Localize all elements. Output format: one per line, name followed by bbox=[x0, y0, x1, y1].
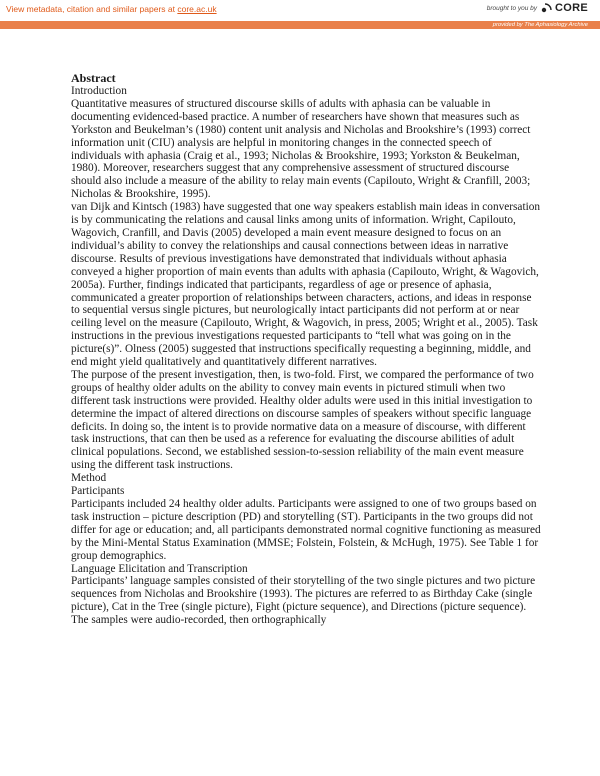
core-brand[interactable] bbox=[487, 2, 588, 14]
provided-by-text[interactable]: provided by The Aphasiology Archive bbox=[492, 22, 588, 28]
introduction-paragraph-2: van Dijk and Kintsch (1983) have suggested that one way speakers establish main ideas in conversation is by communicating the relations and causal links among units of information. Wright, Capilouto, Wagovich, Cranfill, and Davis (2005) developed a main event measure designed to focus on an individual’s ability to convey the relationships and causal connections between ideas in narrative discourse. Results of previous investigations have demonstrated that individuals without aphasia conveyed a higher proportion of main events than adults with aphasia (Capilouto, Wright, & Wagovich, 2005a). Further, findings indicated that participants, regardless of age or presence of aphasia, communicated a greater proportion of relationships between characters, actions, and ideas in response to sequential versus single pictures, but neurologically intact participants did not perform at or near ceiling level on the measure (Capilouto, Wright, & Wagovich, in press, 2005; Wright et al., 2005). Task instructions in the previous investigations requested participants to “tell what was going on in the picture(s)”. Olness (2005) suggested that instructions specifically requesting a beginning, middle, and end might yield qualitatively and quantitatively different narratives. bbox=[71, 201, 541, 369]
method-heading: Method bbox=[71, 472, 107, 485]
core-metadata-link[interactable] bbox=[6, 4, 217, 14]
introduction-paragraph-3: The purpose of the present investigation, then, is two-fold. First, we compared the performance of two groups of healthy older adults on the ability to convey main events in pictured stimuli when two different task instructions were provided. Healthy older adults were used in this initial investigation to determine the impact of altered directions on discourse samples of speakers without specific language deficits. In doing so, the intent is to provide normative data on a measure of discourse, with different task instructions, that can then be used as a reference for evaluating the discourse abilities of adult clinical populations. Second, we established session-to-session reliability of the main event measure using the different task instructions. bbox=[71, 368, 534, 472]
core-logo-icon bbox=[540, 2, 552, 14]
provided-by-strip bbox=[0, 21, 600, 29]
participants-heading: Participants bbox=[71, 485, 125, 498]
paper-body bbox=[71, 72, 541, 627]
core-link-domain[interactable]: core.ac.uk bbox=[177, 4, 217, 14]
elicitation-paragraph: Participants’ language samples consisted of their storytelling of the two single pictures and two picture sequences from Nicholas and Brookshire (1993). The pictures are referred to as Birthday Cake (single picture), Cat in the Tree (single picture), Fight (picture sequence), and Directions (picture sequence). The samples were audio-recorded, then orthographically bbox=[71, 575, 536, 627]
introduction-paragraph-1: Quantitative measures of structured discourse skills of adults with aphasia can be valuable in documenting evidenced-based practice. A number of researchers have shown that measures such as Yorkston and Beukelman’s (1980) content unit analysis and Nicholas and Brookshire’s (1993) correct information unit (CIU) analysis are helpful in monitoring changes in the connected speech of individuals with aphasia (Craig et al., 1993; Nicholas & Brookshire, 1993; Yorkston & Beukelman, 1980). Moreover, researchers suggest that any comprehensive assessment of structured discourse should also include a measure of the ability to relay main events (Capilouto, Wright & Cranfill, 2003; Nicholas & Brookshire, 1995). bbox=[71, 97, 531, 201]
participants-paragraph: Participants included 24 healthy older adults. Participants were assigned to one of two groups based on task instruction – picture description (PD) and storytelling (ST). Participants in the two groups did not differ for age or education; and, all participants demonstrated normal cognitive functioning as measured by the Mini-Mental Status Examination (MMSE; Folstein, Folstein, & McHugh, 1975). See Table 1 for group demographics. bbox=[71, 498, 541, 562]
introduction-heading: Introduction bbox=[71, 85, 127, 97]
brought-by-text: brought to you by bbox=[486, 4, 538, 12]
core-link-text: View metadata, citation and similar papers at bbox=[6, 4, 178, 14]
elicitation-heading: Language Elicitation and Transcription bbox=[71, 562, 248, 575]
core-header bbox=[0, 0, 600, 30]
abstract-heading: Abstract bbox=[71, 71, 116, 85]
core-brand-name: CORE bbox=[555, 2, 588, 14]
